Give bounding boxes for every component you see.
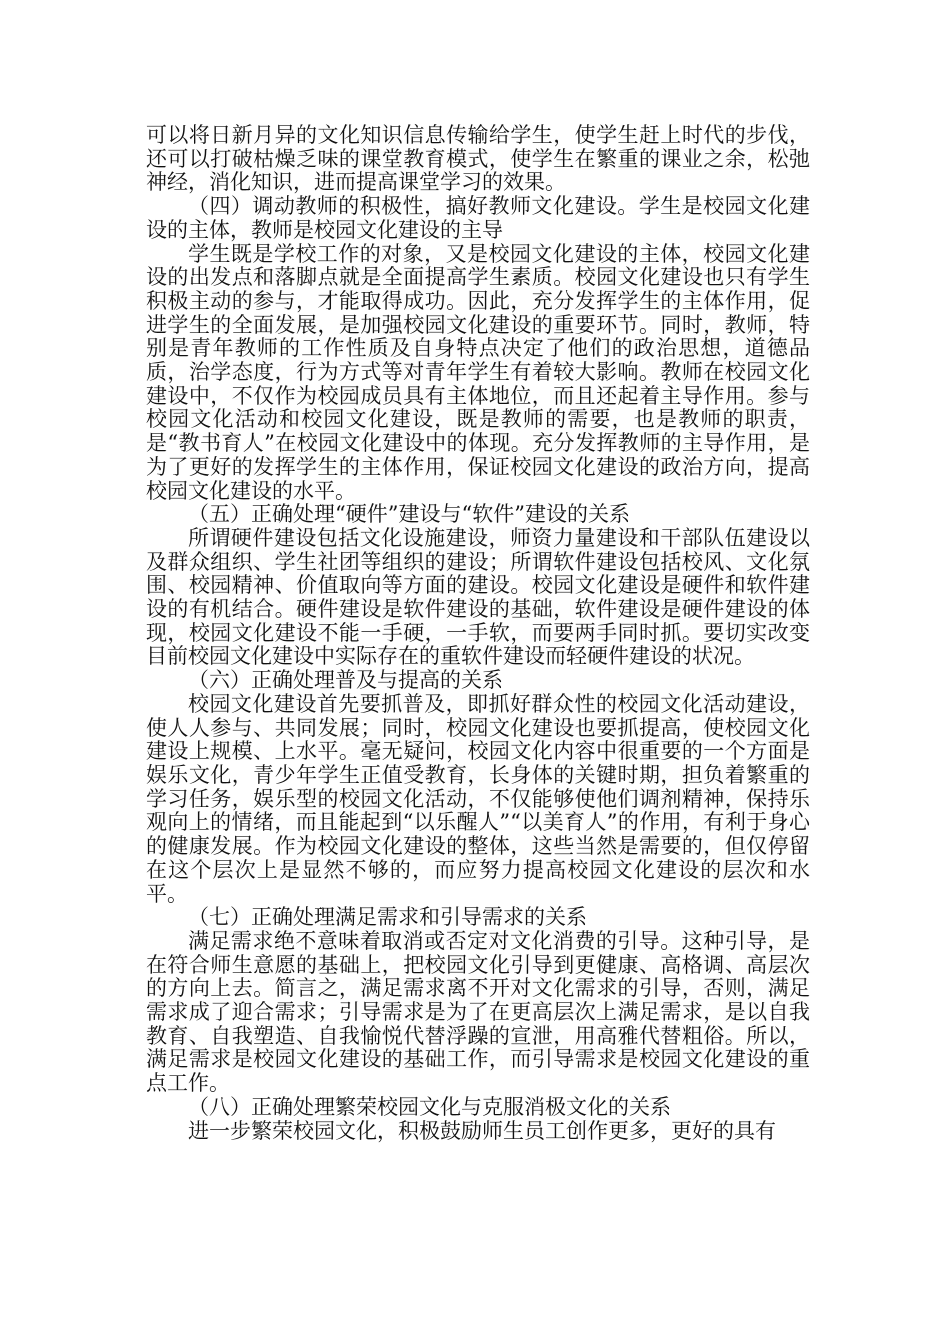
section-heading-6: （六）正确处理普及与提高的关系 bbox=[188, 668, 503, 693]
paragraph-continuation: 可以将日新月异的文化知识信息传输给学生，使学生赶上时代的步伐，还可以打破枯燥乏味的课堂教育模式，使学生在繁重的课业之余，松弛神经，消化知识，进而提高课堂学习的效果。 bbox=[146, 123, 810, 195]
section-heading-7: （七）正确处理满足需求和引导需求的关系 bbox=[188, 905, 587, 930]
section-heading-5: （五）正确处理“硬件”建设与“软件”建设的关系 bbox=[188, 502, 630, 527]
section-heading-4: （四）调动教师的积极性，搞好教师文化建设。学生是校园文化建设的主体，教师是校园文化建设的主导 bbox=[146, 194, 810, 242]
paragraph-section-5: 所谓硬件建设包括文化设施建设，师资力量建设和干部队伍建设以及群众组织、学生社团等组织的建设；所谓软件建设包括校风、文化氛围、校园精神、价值取向等方面的建设。校园文化建设是硬件和软件建设的有机结合。硬件建设是软件建设的基础，软件建设是硬件建设的体现，校园文化建设不能一手硬，一手软，而要两手同时抓。要切实改变目前校园文化建设中实际存在的重软件建设而轻硬件建设的状况。 bbox=[146, 525, 810, 669]
paragraph-section-4: 学生既是学校工作的对象，又是校园文化建设的主体，校园文化建设的出发点和落脚点就是全面提高学生素质。校园文化建设也只有学生积极主动的参与，才能取得成功。因此，充分发挥学生的主体作用，促进学生的全面发展，是加强校园文化建设的重要环节。同时，教师，特别是青年教师的工作性质及自身特点决定了他们的政治思想，道德品质，治学态度，行为方式等对青年学生有着较大影响。教师在校园文化建设中，不仅作为校园成员具有主体地位，而且还起着主导作用。参与校园文化活动和校园文化建设，既是教师的需要，也是教师的职责，是“教书育人”在校园文化建设中的体现。充分发挥教师的主导作用，是为了更好的发挥学生的主体作用，保证校园文化建设的政治方向，提高校园文化建设的水平。 bbox=[146, 241, 810, 503]
paragraph-section-8: 进一步繁荣校园文化，积极鼓励师生员工创作更多，更好的具有 bbox=[188, 1118, 776, 1143]
paragraph-section-7: 满足需求绝不意味着取消或否定对文化消费的引导。这种引导，是在符合师生意愿的基础上，把校园文化引导到更健康、高格调、高层次的方向上去。简言之，满足需求离不开对文化需求的引导，否则，满足需求成了迎合需求；引导需求是为了在更高层次上满足需求，是以自我教育、自我塑造、自我愉悦代替浮躁的宣泄，用高雅代替粗俗。所以，满足需求是校园文化建设的基础工作，而引导需求是校园文化建设的重点工作。 bbox=[146, 928, 810, 1096]
paragraph-section-6: 校园文化建设首先要抓普及，即抓好群众性的校园文化活动建设，使人人参与、共同发展；同时，校园文化建设也要抓提高，使校园文化建设上规模、上水平。毫无疑问，校园文化内容中很重要的一个方面是娱乐文化，青少年学生正值受教育，长身体的关键时期，担负着繁重的学习任务，娱乐型的校园文化活动，不仅能够使他们调剂精神，保持乐观向上的情绪，而且能起到“以乐醒人”“以美育人”的作用，有利于身心的健康发展。作为校园文化建设的整体，这些当然是需要的，但仅停留在这个层次上是显然不够的，而应努力提高校园文化建设的层次和水平。 bbox=[146, 691, 810, 906]
section-heading-8: （八）正确处理繁荣校园文化与克服消极文化的关系 bbox=[188, 1094, 671, 1119]
document-page bbox=[146, 124, 810, 1143]
